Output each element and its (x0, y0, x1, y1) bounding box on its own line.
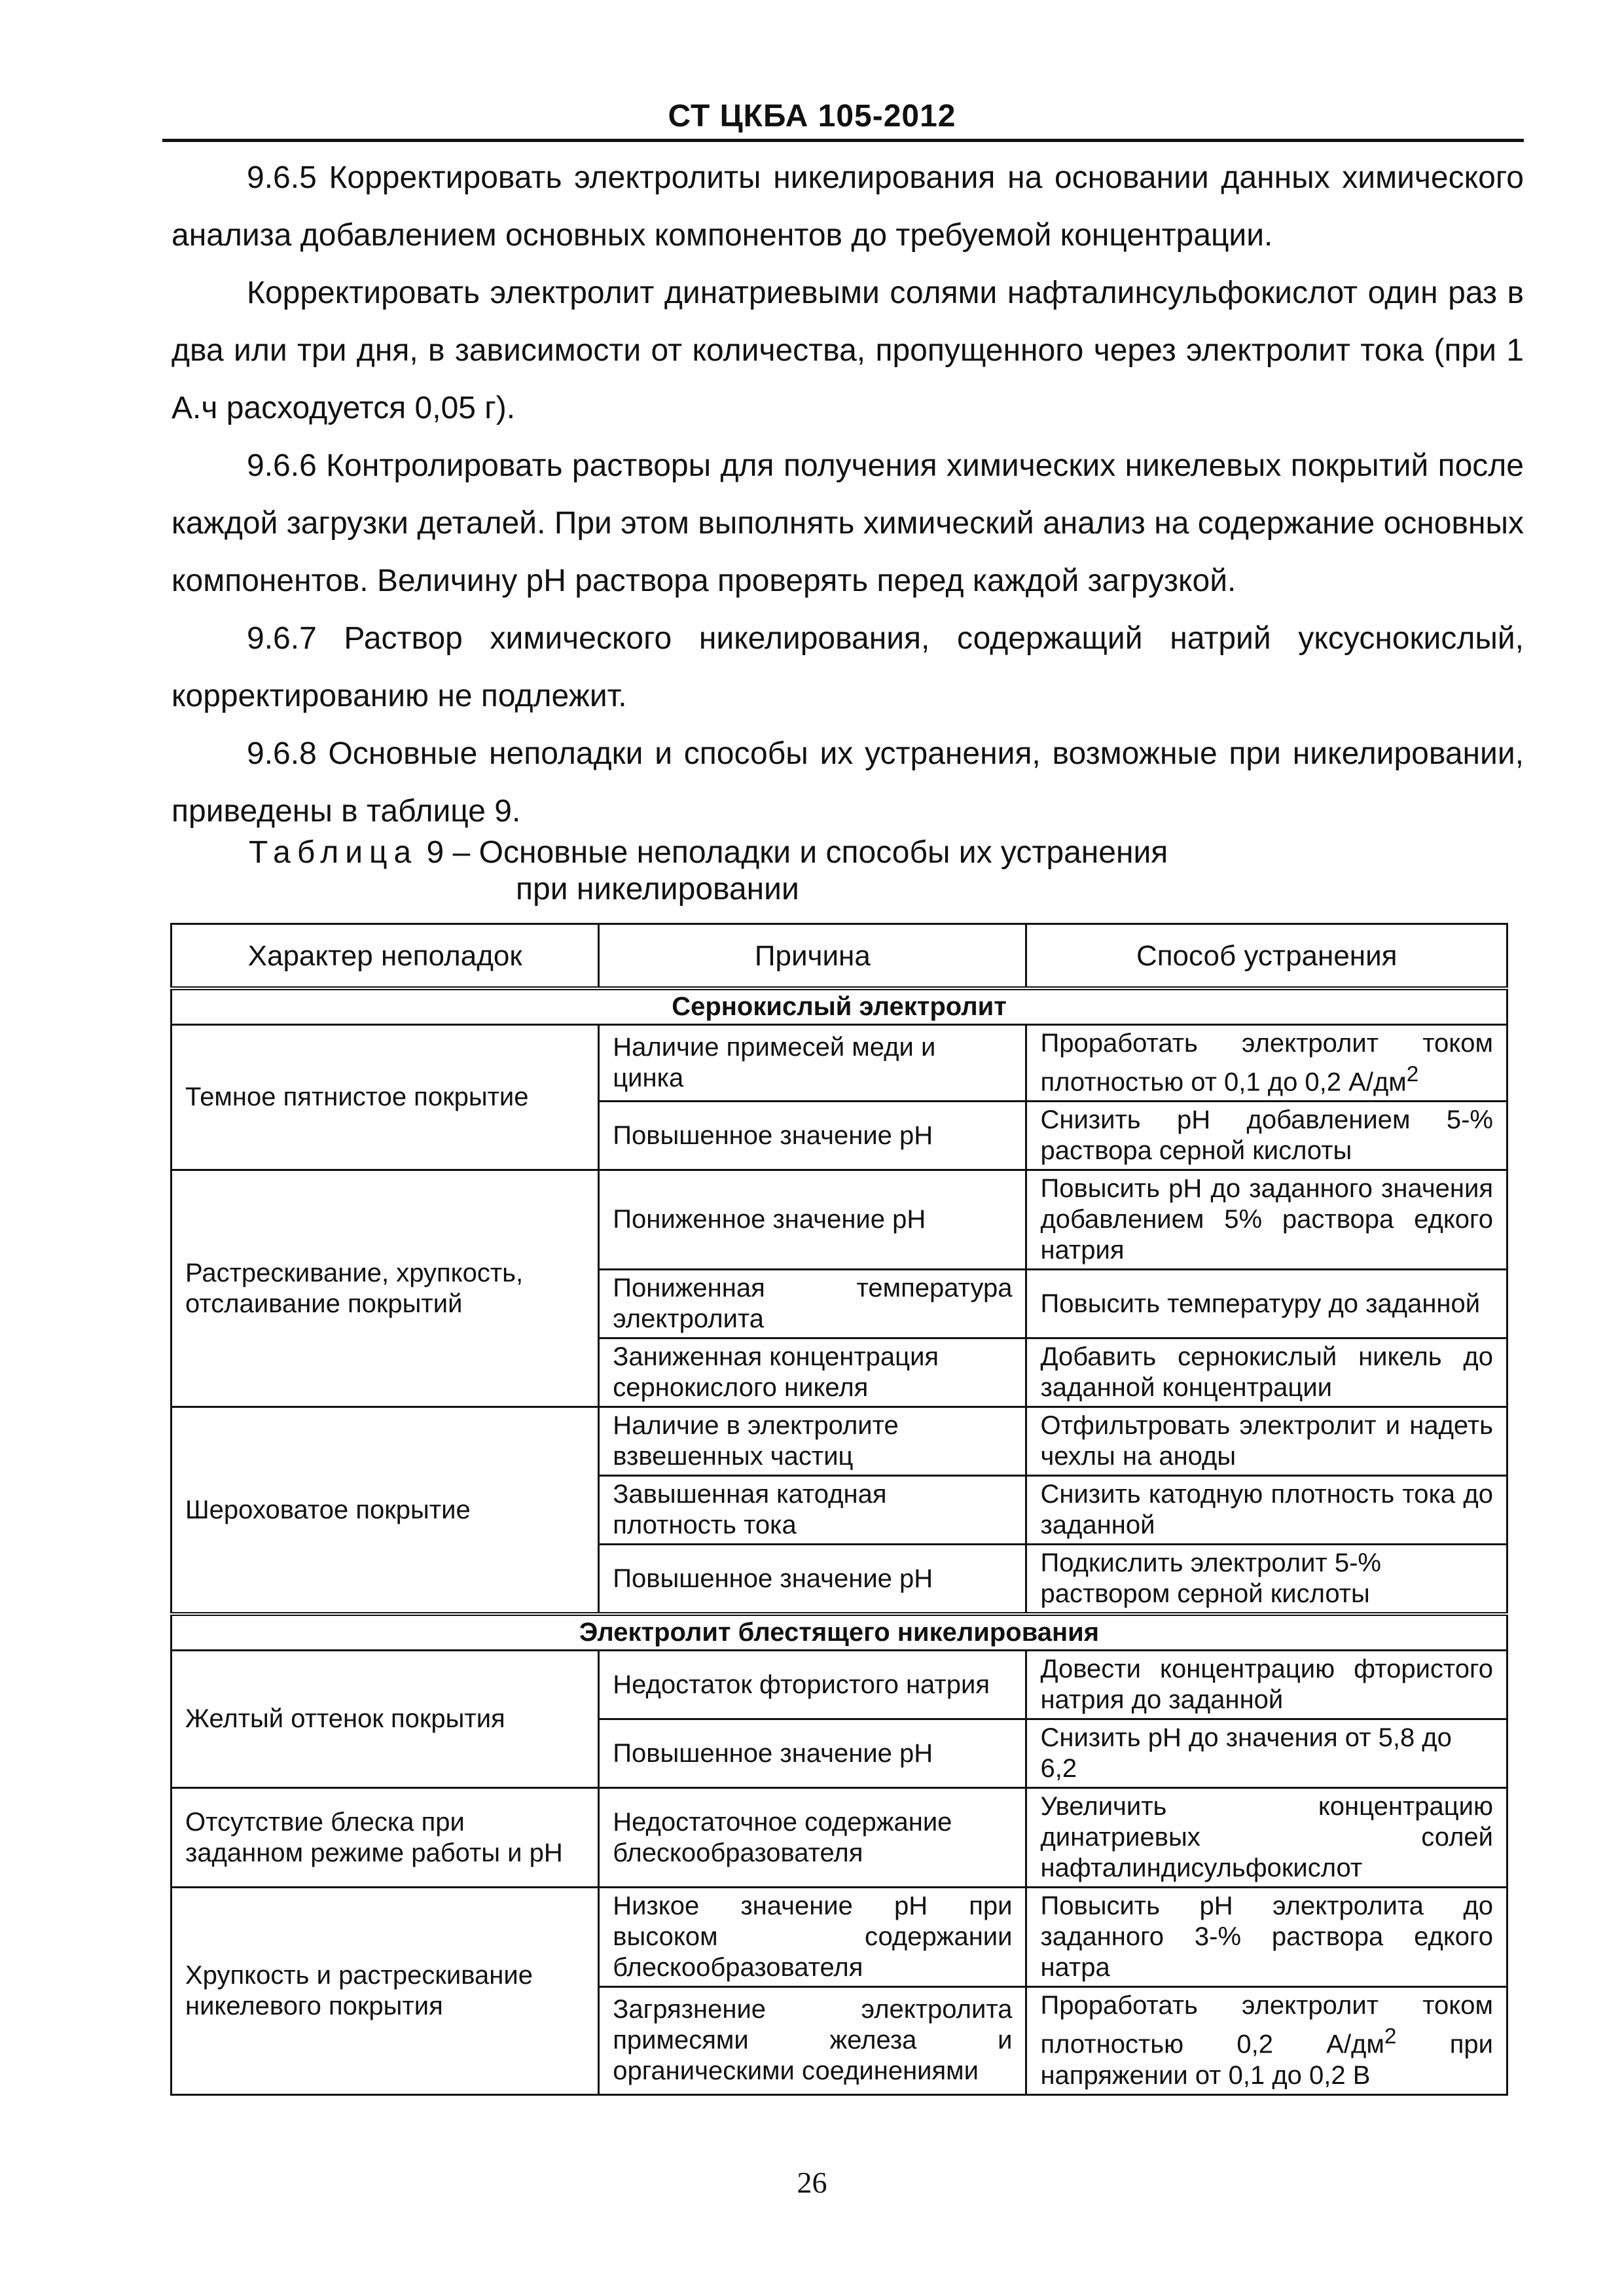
defect-cell: Отсутствие блеска при заданном режиме работы и рН (171, 1788, 599, 1888)
remedy-cell: Увеличить концентрацию динатриевых солей нафталиндисульфокислот (1026, 1788, 1507, 1888)
table-row (171, 1170, 1507, 1270)
defect-cell: Растрескивание, хрупкость, отслаивание покрытий (171, 1170, 599, 1407)
defect-cell: Хрупкость и растрескивание никелевого покрытия (171, 1888, 599, 2094)
remedy-cell: Подкислить электролит 5-% раствором серной кислоты (1026, 1545, 1507, 1615)
defect-cell: Шероховатое покрытие (171, 1407, 599, 1615)
document-code: СТ ЦКБА 105-2012 (668, 99, 956, 134)
header-remedy: Способ устранения (1026, 924, 1507, 989)
defect-cell: Желтый оттенок покрытия (171, 1651, 599, 1788)
remedy-cell: Снизить рН до значения от 5,8 до 6,2 (1026, 1719, 1507, 1788)
cause-cell: Заниженная концентрация сернокислого никеля (599, 1338, 1026, 1407)
page-number: 26 (797, 2166, 827, 2199)
paragraph-9-6-7: 9.6.7 Раствор химического никелирования, содержащий натрий уксуснокислый, корректированию не подлежит. (171, 621, 1524, 713)
paragraph-9-6-5: 9.6.5 Корректировать электролиты никелирования на основании данных химического анализа добавлением основных компонентов до требуемой концентрации. (171, 160, 1524, 253)
remedy-cell: Отфильтровать электролит и надеть чехлы на аноды (1026, 1407, 1507, 1476)
header-defect: Характер неполадок (171, 924, 599, 989)
remedy-cell: Снизить катодную плотность тока до заданной (1026, 1476, 1507, 1545)
table-caption-word: Таблица (249, 835, 418, 870)
cause-cell: Наличие в электролите взвешенных частиц (599, 1407, 1026, 1476)
cause-cell: Недостаточное содержание блескообразователя (599, 1788, 1026, 1888)
remedy-cell: Добавить сернокислый никель до заданной концентрации (1026, 1338, 1507, 1407)
cause-cell: Повышенное значение рН (599, 1102, 1026, 1170)
remedy-cell (1026, 1025, 1507, 1102)
header-cause: Причина (599, 924, 1026, 989)
remedy-text-end: при напряжении от 0,1 до 0,2 В (1040, 2030, 1493, 2090)
cause-cell: Повышенное значение рН (599, 1719, 1026, 1788)
table-row (171, 1651, 1507, 1719)
body-text (171, 149, 1524, 840)
table-caption-line2: при никелировании (516, 872, 799, 906)
section-sulfate-electrolyte: Сернокислый электролит (171, 988, 1507, 1025)
remedy-cell: Повысить рН до заданного значения добавлением 5% раствора едкого натрия (1026, 1170, 1507, 1270)
paragraph-9-6-8: 9.6.8 Основные неполадки и способы их устранения, возможные при никелировании, приведены в таблице 9. (171, 736, 1524, 829)
table-caption (249, 834, 1168, 908)
superscript: 2 (1384, 2024, 1397, 2049)
table-caption-line1: 9 – Основные неполадки и способы их устранения (418, 835, 1168, 870)
remedy-cell: Повысить рН электролита до заданного 3-% раствора едкого натра (1026, 1888, 1507, 1987)
remedy-cell: Повысить температуру до заданной (1026, 1270, 1507, 1338)
section-bright-nickel: Электролит блестящего никелирования (171, 1614, 1507, 1651)
cause-cell: Пониженная температура электролита (599, 1270, 1026, 1338)
superscript: 2 (1406, 1062, 1419, 1086)
table-header-row (171, 924, 1507, 989)
paragraph-correction: Корректировать электролит динатриевыми солями нафталинсульфокислот один раз в два или три дня, в зависимости от количества, пропущенного через электролит тока (при 1 А.ч расходуется 0,05 г). (171, 276, 1524, 425)
cause-cell: Завышенная катодная плотность тока (599, 1476, 1026, 1545)
cause-cell: Низкое значение рН при высоком содержании блескообразователя (599, 1888, 1026, 1987)
table-row (171, 1788, 1507, 1888)
remedy-text: Проработать электролит током плотностью 0,2 А/дм (1040, 1991, 1493, 2059)
cause-cell: Повышенное значение рН (599, 1545, 1026, 1615)
defect-cell: Темное пятнистое покрытие (171, 1025, 599, 1170)
header-rule (162, 139, 1524, 142)
section-row (171, 988, 1507, 1025)
cause-cell: Загрязнение электролита примесями железа и органическими соединениями (599, 1987, 1026, 2094)
defects-table (170, 923, 1508, 2096)
cause-cell: Наличие примесей меди и цинка (599, 1025, 1026, 1102)
paragraph-9-6-6: 9.6.6 Контролировать растворы для получения химических никелевых покрытий после каждой загрузки деталей. При этом выполнять химический анализ на содержание основных компонентов. Величину рН раствора проверять перед каждой загрузкой. (171, 448, 1524, 598)
table-row (171, 1888, 1507, 1987)
section-row (171, 1614, 1507, 1651)
remedy-cell: Довести концентрацию фтористого натрия до заданной (1026, 1651, 1507, 1719)
remedy-cell (1026, 1987, 1507, 2094)
remedy-text: Проработать электролит током плотностью от 0,1 до 0,2 А/дм (1040, 1029, 1493, 1097)
remedy-cell: Снизить рН добавлением 5-% раствора серной кислоты (1026, 1102, 1507, 1170)
table-row (171, 1025, 1507, 1102)
table-row (171, 1407, 1507, 1476)
cause-cell: Пониженное значение рН (599, 1170, 1026, 1270)
cause-cell: Недостаток фтористого натрия (599, 1651, 1026, 1719)
